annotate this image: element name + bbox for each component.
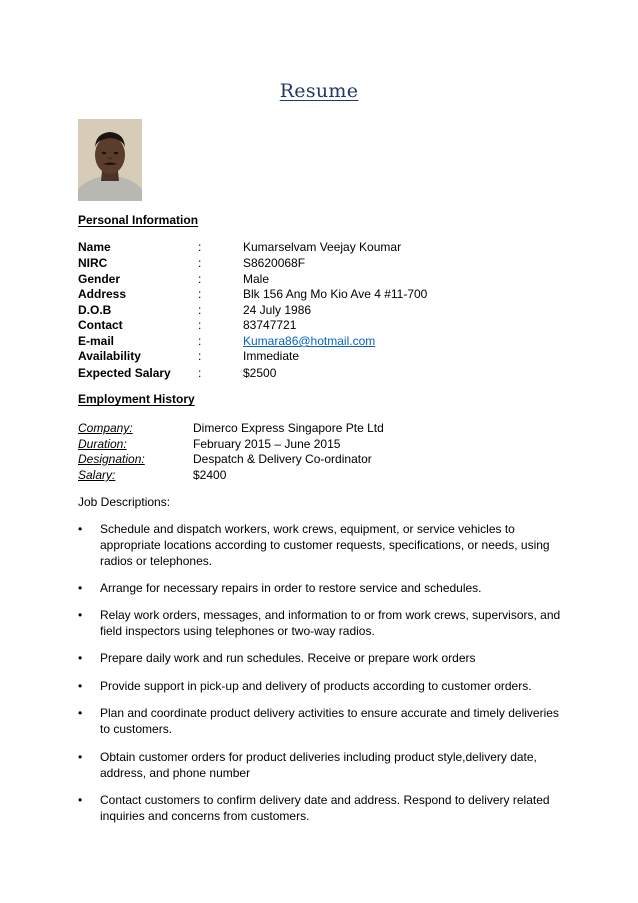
employment-label: Duration: [78,437,127,451]
job-descriptions-heading: Job Descriptions: [78,495,171,509]
field-label: Contact [78,318,123,332]
bullet-icon: • [78,608,83,622]
field-value: $2500 [243,366,277,380]
employment-history-heading: Employment History [78,392,195,406]
field-colon: : [198,334,202,348]
field-row-email [78,334,598,349]
employment-value: Dimerco Express Singapore Pte Ltd [193,421,384,435]
field-row-expected-salary [78,366,598,381]
field-colon: : [198,318,202,332]
bullet-icon: • [78,750,83,764]
field-value: Immediate [243,349,300,363]
field-colon: : [198,272,202,286]
duty-text: Arrange for necessary repairs in order to restore service and schedules. [100,581,482,595]
duty-text: Plan and coordinate product delivery activities to ensure accurate and timely deliveries to customers. [100,706,559,736]
duty-list-item [78,678,568,694]
field-label: Gender [78,272,121,286]
field-label: Availability [78,349,141,363]
field-colon: : [198,256,202,270]
duty-list-item [78,705,568,737]
employment-value: February 2015 – June 2015 [193,437,341,451]
field-row-nirc [78,256,598,271]
field-colon: : [198,366,202,380]
bullet-icon: • [78,522,83,536]
bullet-icon: • [78,706,83,720]
duty-text: Schedule and dispatch workers, work crews, equipment, or service vehicles to appropriate locations according to customer requests, specifications, or needs, using radios or telephones. [100,522,550,568]
bullet-icon: • [78,679,83,693]
duty-list-item [78,580,568,596]
field-value: Blk 156 Ang Mo Kio Ave 4 #11-700 [243,287,428,301]
duty-text: Obtain customer orders for product deliveries including product style,delivery date, address, and phone number [100,750,537,780]
bullet-icon: • [78,581,83,595]
field-row-name [78,240,598,255]
field-colon: : [198,349,202,363]
employment-label: Salary: [78,468,116,482]
field-colon: : [198,240,202,254]
duty-text: Relay work orders, messages, and information to or from work crews, supervisors, and field inspectors using telephones or two-way radios. [100,608,561,638]
bullet-icon: • [78,793,83,807]
duty-list-item [78,521,568,569]
employment-label: Designation: [78,452,145,466]
portrait-image [78,119,142,201]
employment-value: Despatch & Delivery Co-ordinator [193,452,372,466]
profile-photo [78,119,142,201]
page-title: Resume [279,80,359,102]
field-colon: : [198,303,202,317]
duty-list-item [78,792,568,824]
duty-text: Contact customers to confirm delivery date and address. Respond to delivery related inquiries and concerns from customers. [100,793,550,823]
field-row-address [78,287,598,302]
field-row-dob [78,303,598,318]
bullet-icon: • [78,651,83,665]
duty-text: Provide support in pick-up and delivery of products according to customer orders. [100,679,532,693]
field-label: D.O.B [78,303,112,317]
employment-row-designation [78,452,598,467]
field-label: Address [78,287,127,301]
field-label: Expected Salary [78,366,171,380]
field-label: NIRC [78,256,108,270]
field-row-contact [78,318,598,333]
field-value: Male [243,272,270,286]
duty-list-item [78,749,568,781]
employment-row-duration [78,437,598,452]
field-colon: : [198,287,202,301]
field-value: S8620068F [243,256,306,270]
employment-row-salary [78,468,598,483]
field-label: E-mail [78,334,115,348]
field-value: Kumarselvam Veejay Koumar [243,240,402,254]
employment-label: Company: [78,421,133,435]
duty-list-item [78,607,568,639]
field-label: Name [78,240,111,254]
field-row-gender [78,272,598,287]
field-row-availability [78,349,598,364]
employment-row-company [78,421,598,436]
employment-value: $2400 [193,468,227,482]
duty-text: Prepare daily work and run schedules. Receive or prepare work orders [100,651,476,665]
field-value: 83747721 [243,318,297,332]
personal-information-heading: Personal Information [78,213,199,227]
duty-list-item [78,650,568,666]
field-value: 24 July 1986 [243,303,312,317]
email-link[interactable]: Kumara86@hotmail.com [243,334,376,348]
